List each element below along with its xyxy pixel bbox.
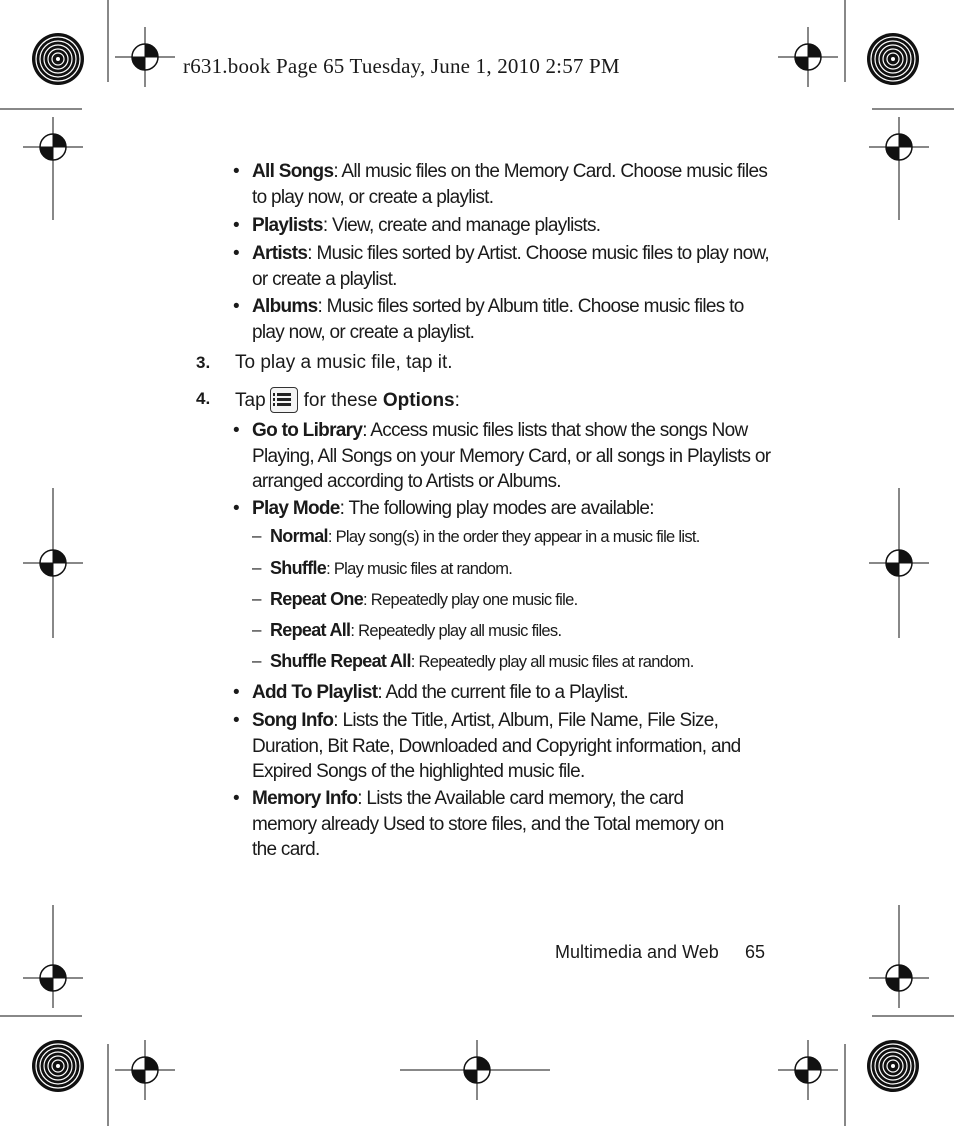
bullet-symbol: • [233, 498, 240, 519]
description: : Play music files at random. [326, 560, 513, 578]
footer-section-title: Multimedia and Web [555, 942, 719, 962]
description: : Repeatedly play one music file. [363, 591, 578, 609]
step-number: 3. [196, 353, 211, 372]
bullet-symbol: • [233, 420, 240, 441]
book-header-line: r631.book Page 65 Tuesday, June 1, 2010 2:57 PM [183, 54, 620, 78]
term: Albums [252, 296, 318, 317]
step-number: 4. [196, 389, 211, 408]
bullet-symbol: • [233, 296, 240, 317]
bullet-symbol: • [233, 243, 240, 264]
description: : Repeatedly play all music files at random. [410, 653, 694, 671]
step-text-pre: Tap [235, 390, 266, 411]
description: : All music files on the Memory Card. Choose music files to play now, or create a playlist. [252, 161, 768, 208]
play-mode-normal [270, 525, 700, 548]
bullet-symbol: • [233, 788, 240, 809]
term: Memory Info [252, 788, 358, 809]
term: Song Info [252, 710, 334, 731]
list-item-memory-info [252, 786, 732, 863]
dash-symbol: – [252, 526, 262, 545]
description: : Lists the Title, Artist, Album, File Name, File Size, Duration, Bit Rate, Downloaded and Copyright information, and Expired Songs of the highlighted music file. [252, 710, 741, 782]
term: All Songs [252, 161, 334, 182]
bullet-symbol: • [233, 682, 240, 703]
term: Go to Library [252, 420, 363, 441]
term: Play Mode [252, 498, 340, 519]
footer-page-number: 65 [745, 942, 766, 962]
term: Normal [270, 526, 328, 546]
list-item-play-mode [252, 496, 772, 522]
options-term: Options [382, 390, 455, 411]
dash-symbol: – [252, 620, 262, 639]
description: : The following play modes are available: [339, 498, 654, 519]
list-item-artists [252, 241, 772, 292]
dash-symbol: – [252, 589, 262, 608]
description: : Play song(s) in the order they appear in a music file list. [327, 528, 700, 546]
description: : Add the current file to a Playlist. [377, 682, 629, 703]
menu-list-icon [270, 387, 298, 413]
play-mode-shuffle [270, 557, 512, 580]
term: Artists [252, 243, 308, 264]
description: : Music files sorted by Artist. Choose music files to play now, or create a playlist. [252, 243, 770, 290]
term: Repeat One [270, 589, 364, 609]
bullet-symbol: • [233, 161, 240, 182]
dash-symbol: – [252, 651, 262, 670]
term: Shuffle Repeat All [270, 651, 411, 671]
description: : Music files sorted by Album title. Choose music files to play now, or create a playlist. [252, 296, 744, 343]
description: : Repeatedly play all music files. [350, 622, 562, 640]
step-text [235, 387, 460, 413]
description: : View, create and manage playlists. [322, 215, 601, 236]
list-item-albums [252, 294, 772, 345]
list-item-all-songs [252, 159, 772, 210]
dash-symbol: – [252, 558, 262, 577]
bullet-symbol: • [233, 215, 240, 236]
step-text-mid: for these [303, 390, 378, 411]
term: Add To Playlist [252, 682, 378, 703]
bullet-symbol: • [233, 710, 240, 731]
play-mode-repeat-all [270, 619, 561, 642]
term: Playlists [252, 215, 323, 236]
term: Shuffle [270, 558, 327, 578]
description: : Lists the Available card memory, the card memory already Used to store files, and the Total memory on the card. [252, 788, 724, 860]
list-item-go-to-library [252, 418, 772, 495]
list-item-song-info [252, 708, 772, 785]
description: : Access music files lists that show the songs Now Playing, All Songs on your Memory Card, or all songs in Playlists or arranged according to Artists or Albums. [252, 420, 771, 492]
play-mode-shuffle-repeat-all [270, 650, 694, 673]
step-text: To play a music file, tap it. [235, 352, 453, 373]
list-item-playlists [252, 213, 772, 239]
term: Repeat All [270, 620, 351, 640]
list-item-add-to-playlist [252, 680, 772, 706]
step-text-post: : [454, 390, 460, 411]
play-mode-repeat-one [270, 588, 577, 611]
